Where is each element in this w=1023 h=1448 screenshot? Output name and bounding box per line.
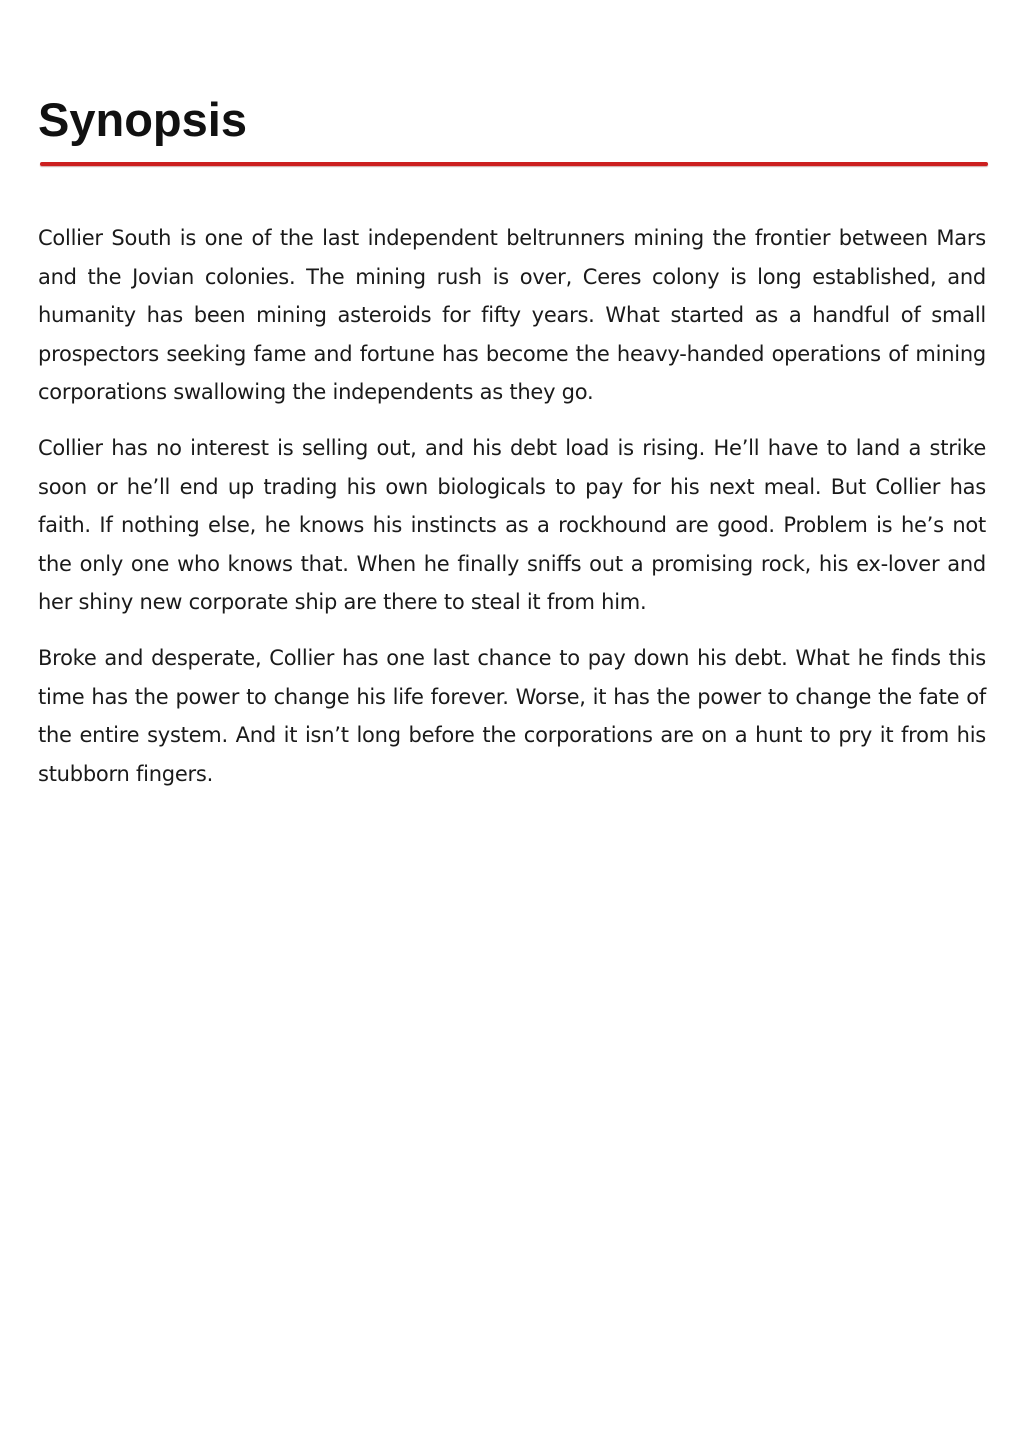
- title-divider: [40, 162, 988, 166]
- paragraph-2: Collier has no interest is selling out, and his debt load is rising. He’ll have to land a strike soon or he’ll end up trading his own biologicals to pay for his next meal. But Collier has faith. If nothing else, he knows his instincts as a rockhound are good. Problem is he’s not the only one who knows that. When he finally sniffs out a promising rock, his ex-lover and her shiny new corporate ship are there to steal it from him.: [38, 435, 986, 615]
- synopsis-body: [38, 219, 986, 810]
- paragraph-1: Collier South is one of the last independent beltrunners mining the frontier between Mars and the Jovian colonies. The mining rush is over, Ceres colony is long established, and humanity has been mining asteroids for fifty years. What started as a handful of small prospectors seeking fame and fortune has become the heavy-handed operations of mining corporations swallowing the independents as they go.: [38, 226, 986, 405]
- paragraph-3: Broke and desperate, Collier has one last chance to pay down his debt. What he finds this time has the power to change his life forever. Worse, it has the power to change the fate of the entire system. And it isn’t long before the corporations are on a hunt to pry it from his stubborn fingers.: [38, 645, 986, 786]
- page-title: Synopsis: [38, 93, 247, 146]
